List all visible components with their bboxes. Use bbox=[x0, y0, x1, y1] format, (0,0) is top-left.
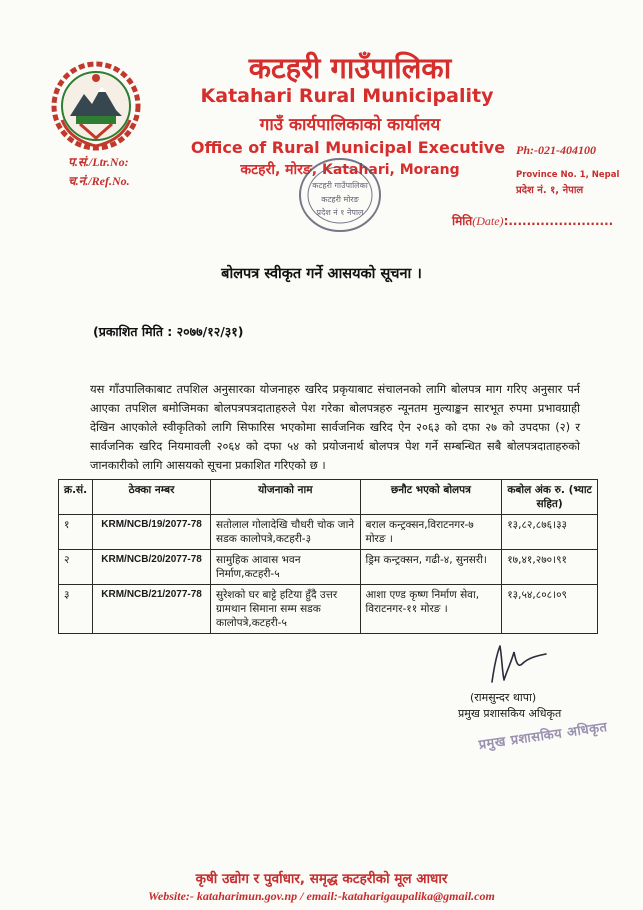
phone-number: Ph:-021-404100 bbox=[516, 143, 596, 157]
cell-selected-bidder: आशा एण्ड कृष्ण निर्माण सेवा, विराटनगर-११ मोरङ । bbox=[360, 585, 502, 634]
cell-serial: ३ bbox=[59, 585, 93, 634]
cell-project-name: सतोलाल गोलादेखि चौधरी चोक जाने सडक कालोपत्रे,कटहरी-३ bbox=[211, 515, 361, 550]
signatory-name: (रामसुन्दर थापा) bbox=[470, 691, 537, 704]
header-bid-amount: कबोल अंक रु. (भ्याट सहित) bbox=[502, 480, 598, 515]
cell-project-name: सामुहिक आवास भवन निर्माण,कटहरी-५ bbox=[211, 550, 361, 585]
office-address: कटहरी, मोरङ, Katahari, Morang bbox=[240, 162, 460, 178]
svg-text:कटहरी गाउँपालिका: कटहरी गाउँपालिका bbox=[312, 181, 368, 190]
cell-serial: २ bbox=[59, 550, 93, 585]
table-header-row bbox=[59, 480, 598, 515]
notice-title: बोलपत्र स्वीकृत गर्ने आसयको सूचना । bbox=[221, 266, 422, 282]
handwritten-signature bbox=[474, 638, 554, 688]
notice-body: यस गाँउपालिकाबाट तपशिल अनुसारका योजनाहरु खरिद प्रकृयाबाट संचालनको लागि बोलपत्र माग गरिए अनुसार पर्न आएका तपशिल बमोजिमका बोलपत्रपत्रदाताहरुले पेश गरेका बोलपत्रहरु न्यूनतम मुल्याङ्कन सारभूत रुपमा प्रभावग्राही देखिन आएकोले स्वीकृतिको लागि सिफारिस भएकोमा सार्वजनिक खरिद ऐन २०६३ को दफा २७ को उपदफा (२) र सार्वजनिक खरिद नियमावली २०६४ को दफा ५४ को प्रयोजनार्थ बोलपत्र पेश गर्ने सम्बन्धित सबै बोलपत्रदाताहरुको जानकारीको लागि आसयको सूचना प्रकाशित गरिएको छ । bbox=[90, 382, 580, 472]
nepal-emblem-logo bbox=[50, 60, 142, 152]
cell-selected-bidder: ड्रिम कन्ट्रक्सन, गढी-४, सुनसरी। bbox=[360, 550, 502, 585]
signatory-title: प्रमुख प्रशासकिय अधिकृत bbox=[458, 707, 562, 720]
cell-project-name: सुरेशको घर बाट्टे हटिया हुँदै उत्तर ग्रामथान सिमाना सम्म सडक कालोपत्रे,कटहरी-५ bbox=[211, 585, 361, 634]
date-field bbox=[452, 212, 613, 229]
date-blank: :....................... bbox=[503, 214, 614, 228]
letter-number-label: प.सं./Ltr.No: bbox=[68, 155, 129, 169]
municipality-name-english: Katahari Rural Municipality bbox=[200, 85, 494, 107]
municipality-name-nepali: कटहरी गाउँपालिका bbox=[248, 51, 452, 85]
svg-text:कटहरी मोरङ: कटहरी मोरङ bbox=[321, 195, 359, 204]
svg-text:प्रदेश नं १ नेपाल: प्रदेश नं १ नेपाल bbox=[316, 208, 364, 217]
table-row bbox=[59, 515, 598, 550]
header-project-name: योजनाको नाम bbox=[211, 480, 361, 515]
cell-bid-amount: १३,८२,८७६।३३ bbox=[502, 515, 598, 550]
reference-number-label: च.नं./Ref.No. bbox=[68, 174, 130, 188]
province-nepali: प्रदेश नं. १, नेपाल bbox=[516, 185, 584, 196]
cell-serial: १ bbox=[59, 515, 93, 550]
official-round-stamp bbox=[290, 150, 390, 240]
province-english: Province No. 1, Nepal bbox=[516, 170, 620, 180]
bid-acceptance-table bbox=[58, 479, 598, 634]
header-selected-bidder: छनौट भएको बोलपत्र bbox=[360, 480, 502, 515]
cell-contract-number: KRM/NCB/21/2077-78 bbox=[93, 585, 211, 634]
cell-contract-number: KRM/NCB/20/2077-78 bbox=[93, 550, 211, 585]
date-label-english: (Date) bbox=[472, 214, 504, 228]
footer-motto: कृषी उद्योग र पुर्वाधार, समृद्ध कटहरीको मूल आधार bbox=[195, 871, 448, 887]
header-serial: क्र.सं. bbox=[59, 480, 93, 515]
table-row bbox=[59, 585, 598, 634]
office-name-nepali: गाउँ कार्यपालिकाको कार्यालय bbox=[259, 115, 441, 135]
header-contract-number: ठेक्का नम्बर bbox=[93, 480, 211, 515]
designation-stamp: प्रमुख प्रशासकिय अधिकृत bbox=[477, 720, 609, 753]
cell-bid-amount: १३,५४,८०८।०९ bbox=[502, 585, 598, 634]
cell-selected-bidder: बराल कन्ट्रक्सन,विराटनगर-७ मोरङ । bbox=[360, 515, 502, 550]
cell-contract-number: KRM/NCB/19/2077-78 bbox=[93, 515, 211, 550]
footer-contact: Website:- kataharimun.gov.np / email:-kataharigaupalika@gmail.com bbox=[148, 889, 495, 903]
published-date: (प्रकाशित मिति : २०७७/१२/३१) bbox=[93, 324, 244, 339]
table-row bbox=[59, 550, 598, 585]
office-name-english: Office of Rural Municipal Executive bbox=[190, 138, 506, 157]
cell-bid-amount: १७,४१,२७०।९१ bbox=[502, 550, 598, 585]
date-label-nepali: मिति bbox=[452, 214, 473, 228]
